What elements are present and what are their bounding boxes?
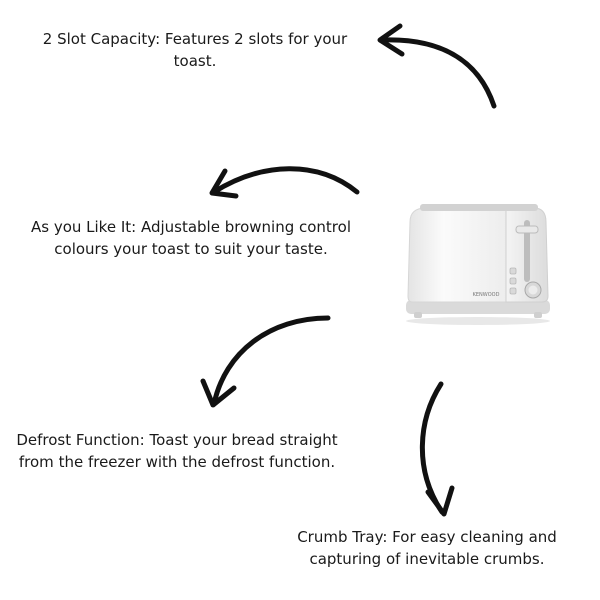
feature-defrost-function: Defrost Function: Toast your bread straight from the freezer with the defrost function. <box>16 431 338 471</box>
feature-slot-capacity: 2 Slot Capacity: Features 2 slots for your toast. <box>42 30 348 70</box>
feature-crumb-tray: Crumb Tray: For easy cleaning and capturing of inevitable crumbs. <box>297 528 557 568</box>
toaster-icon <box>398 198 558 328</box>
arrow-slot-capacity <box>380 26 494 106</box>
arrow-defrost-function <box>203 318 328 405</box>
arrow-crumb-tray <box>422 384 452 514</box>
feature-browning-control: As you Like It: Adjustable browning control colours your toast to suit your taste. <box>30 218 351 258</box>
brand-label: KENWOOD <box>472 292 500 298</box>
arrow-browning-control <box>212 169 357 196</box>
